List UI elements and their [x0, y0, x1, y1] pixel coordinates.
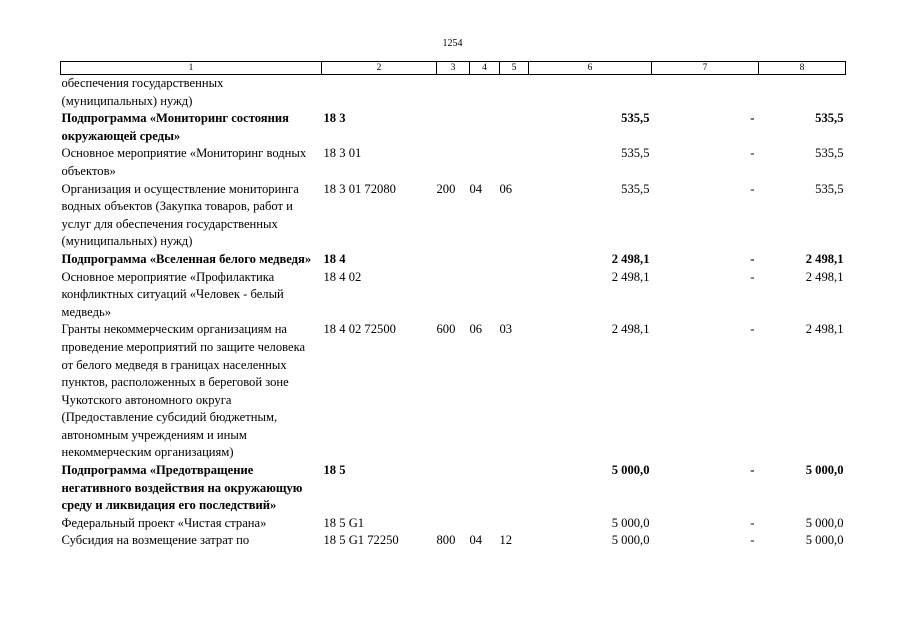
- row-label: Основное мероприятие «Профилактика конфликтных ситуаций «Человек - белый медведь»: [61, 269, 284, 319]
- column-number-6: 6: [529, 62, 652, 75]
- row-code: 18 3 01 72080: [323, 181, 396, 196]
- row-code: 18 3: [323, 111, 346, 126]
- row-rz: 04: [469, 533, 483, 548]
- row-pr: 06: [499, 181, 513, 196]
- table-row: [61, 181, 846, 251]
- row-label: Подпрограмма «Предотвращение негативного воздействия на окружающую среду и ликвидация его последствий»: [61, 463, 303, 513]
- column-number-4: 4: [470, 62, 500, 75]
- budget-table: [60, 61, 846, 550]
- row-sum: 535,5: [621, 146, 650, 161]
- row-pr: [500, 75, 529, 111]
- row-col7: -: [750, 515, 755, 530]
- row-vr: [437, 75, 470, 111]
- row-rz: [470, 462, 500, 515]
- row-vr: [437, 515, 470, 533]
- row-vr: [437, 251, 470, 269]
- row-total: 535,5: [815, 181, 844, 196]
- row-total: [759, 75, 846, 111]
- row-code: 18 5 G1: [323, 515, 365, 530]
- column-number-header: [61, 62, 846, 75]
- row-sum: 5 000,0: [611, 515, 650, 530]
- row-col7: -: [750, 251, 755, 266]
- row-code: 18 5: [323, 463, 346, 478]
- row-rz: [470, 145, 500, 180]
- row-label: Подпрограмма «Вселенная белого медведя»: [61, 251, 312, 266]
- row-sum: 5 000,0: [611, 533, 650, 548]
- row-pr: [500, 110, 529, 145]
- row-rz: [470, 251, 500, 269]
- row-col7: -: [750, 146, 755, 161]
- row-pr: [500, 515, 529, 533]
- row-rz: [470, 110, 500, 145]
- row-label: Основное мероприятие «Мониторинг водных объектов»: [61, 146, 307, 178]
- row-sum: 5 000,0: [611, 463, 650, 478]
- row-pr: [500, 462, 529, 515]
- row-sum: [529, 75, 652, 111]
- row-col7: [652, 75, 759, 111]
- row-code: 18 5 G1 72250: [323, 533, 399, 548]
- row-col7: -: [750, 111, 755, 126]
- page-number: 1254: [442, 38, 463, 49]
- row-vr: 800: [436, 533, 456, 548]
- table-row: [61, 321, 846, 462]
- table-row: [61, 532, 846, 550]
- row-col7: -: [750, 181, 755, 196]
- row-total: 5 000,0: [805, 463, 844, 478]
- row-sum: 2 498,1: [611, 251, 650, 266]
- table-row: [61, 251, 846, 269]
- column-number-7: 7: [652, 62, 759, 75]
- column-number-8: 8: [759, 62, 846, 75]
- row-label: Федеральный проект «Чистая страна»: [61, 515, 267, 530]
- row-vr: [437, 269, 470, 322]
- row-rz: 06: [469, 322, 483, 337]
- table-row: [61, 145, 846, 180]
- row-rz: 04: [469, 181, 483, 196]
- table-row: [61, 269, 846, 322]
- row-code: [322, 75, 437, 111]
- table-row: [61, 462, 846, 515]
- row-total: 2 498,1: [805, 251, 844, 266]
- row-pr: [500, 251, 529, 269]
- row-vr: [437, 145, 470, 180]
- table-row: [61, 75, 846, 111]
- row-pr: 12: [499, 533, 513, 548]
- row-total: 535,5: [815, 146, 844, 161]
- header-row: [61, 62, 846, 75]
- row-rz: [470, 515, 500, 533]
- row-code: 18 4 02 72500: [323, 322, 396, 337]
- row-vr: [437, 110, 470, 145]
- row-sum: 2 498,1: [611, 269, 650, 284]
- row-total: 5 000,0: [805, 515, 844, 530]
- row-total: 2 498,1: [805, 322, 844, 337]
- row-sum: 2 498,1: [611, 322, 650, 337]
- row-pr: [500, 145, 529, 180]
- row-code: 18 4 02: [323, 269, 362, 284]
- column-number-3: 3: [437, 62, 470, 75]
- row-vr: 600: [436, 322, 456, 337]
- row-rz: [470, 75, 500, 111]
- row-label: Подпрограмма «Мониторинг состояния окружающей среды»: [61, 111, 289, 143]
- row-vr: 200: [436, 181, 456, 196]
- row-rz: [470, 269, 500, 322]
- row-col7: -: [750, 322, 755, 337]
- row-code: 18 4: [323, 251, 346, 266]
- row-label: Организация и осуществление мониторинга водных объектов (Закупка товаров, работ и услуг для обеспечения государственных (муниципальных) нужд): [61, 181, 299, 249]
- row-label: Гранты некоммерческим организациям на проведение мероприятий по защите человека от белого медведя в границах населенных пунктов, расположенных в береговой зоне Чукотского автономного округа (Предоставление субсидий бюджетным, автономным учреждениям и иным некоммерческим организациям): [61, 322, 306, 460]
- row-label: Субсидия на возмещение затрат по: [61, 533, 250, 548]
- row-col7: -: [750, 533, 755, 548]
- row-total: 535,5: [815, 111, 844, 126]
- row-vr: [437, 462, 470, 515]
- column-number-2: 2: [322, 62, 437, 75]
- column-number-1: 1: [61, 62, 322, 75]
- row-total: 2 498,1: [805, 269, 844, 284]
- row-sum: 535,5: [621, 111, 650, 126]
- row-code: 18 3 01: [323, 146, 362, 161]
- row-pr: 03: [499, 322, 513, 337]
- table-body: [61, 75, 846, 551]
- row-col7: -: [750, 463, 755, 478]
- table-row: [61, 515, 846, 533]
- row-col7: -: [750, 269, 755, 284]
- column-number-5: 5: [500, 62, 529, 75]
- table-row: [61, 110, 846, 145]
- row-total: 5 000,0: [805, 533, 844, 548]
- row-label: обеспечения государственных (муниципальных) нужд): [61, 76, 224, 108]
- row-sum: 535,5: [621, 181, 650, 196]
- row-pr: [500, 269, 529, 322]
